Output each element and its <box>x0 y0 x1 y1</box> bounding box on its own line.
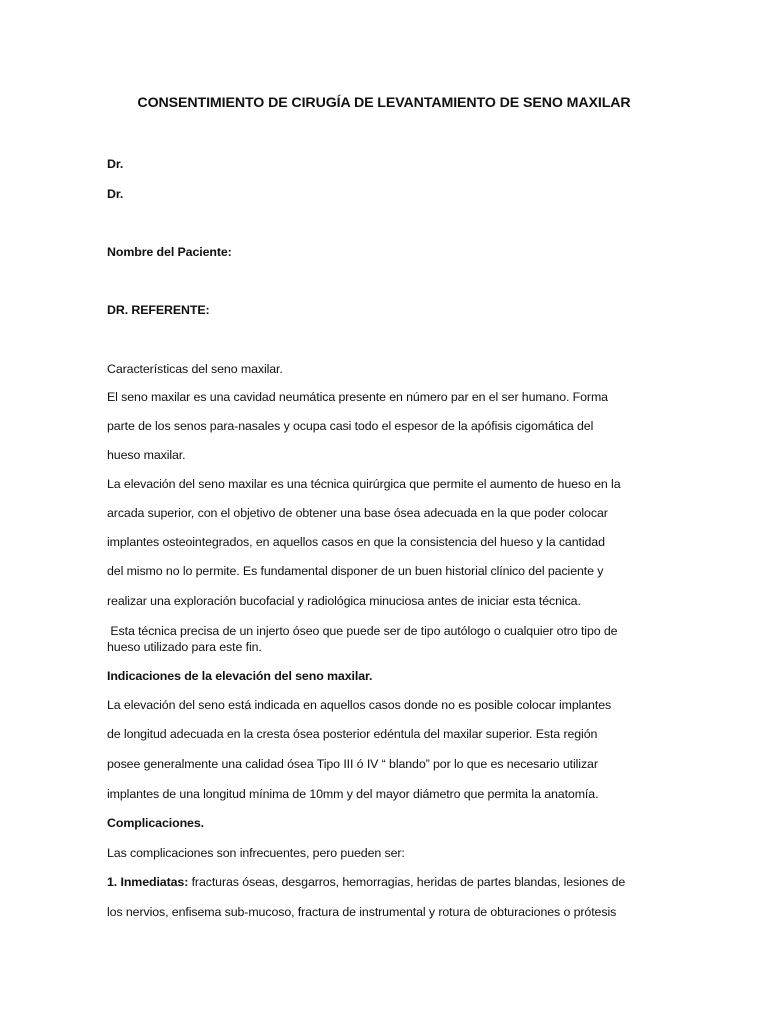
paragraph-line: El seno maxilar es una cavidad neumática presente en número par en el ser humano. Forma <box>107 390 608 404</box>
paragraph-line: arcada superior, con el objetivo de obtener una base ósea adecuada en la que poder colocar <box>107 506 608 520</box>
paragraph-line: de longitud adecuada en la cresta ósea posterior edéntula del maxilar superior. Esta región <box>107 727 598 741</box>
section-heading-indications: Indicaciones de la elevación del seno maxilar. <box>107 669 373 683</box>
doctor-line-2: Dr. <box>107 187 124 201</box>
section-heading-complications: Complicaciones. <box>107 816 204 830</box>
paragraph-line: La elevación del seno está indicada en aquellos casos donde no es posible colocar implantes <box>107 698 612 712</box>
immediate-text: fracturas óseas, desgarros, hemorragias, heridas de partes blandas, lesiones de <box>188 875 626 889</box>
paragraph-line: del mismo no lo permite. Es fundamental disponer de un buen historial clínico del paciente y <box>107 564 604 578</box>
paragraph-line: Las complicaciones son infrecuentes, pero pueden ser: <box>107 846 405 860</box>
document-title: CONSENTIMIENTO DE CIRUGÍA DE LEVANTAMIENTO DE SENO MAXILAR <box>137 95 631 111</box>
paragraph-line: Esta técnica precisa de un injerto óseo que puede ser de tipo autólogo o cualquier otro tipo de <box>107 624 618 638</box>
referring-doctor-label: DR. REFERENTE: <box>107 303 210 317</box>
paragraph-line-immediate <box>107 874 625 890</box>
paragraph-line: parte de los senos para-nasales y ocupa casi todo el espesor de la apófisis cigomática del <box>107 419 594 433</box>
paragraph-line: La elevación del seno maxilar es una técnica quirúrgica que permite el aumento de hueso en la <box>107 477 621 491</box>
paragraph-line: hueso maxilar. <box>107 448 186 462</box>
paragraph-line: implantes osteointegrados, en aquellos casos en que la consistencia del hueso y la cantidad <box>107 535 605 549</box>
section-heading-characteristics: Características del seno maxilar. <box>107 362 283 376</box>
paragraph-line: hueso utilizado para este fin. <box>107 640 262 654</box>
doctor-line-1: Dr. <box>107 157 124 171</box>
paragraph-line: posee generalmente una calidad ósea Tipo III ó IV “ blando” por lo que es necesario utilizar <box>107 757 598 771</box>
immediate-label: 1. Inmediatas: <box>107 875 189 889</box>
paragraph-line: realizar una exploración bucofacial y radiológica minuciosa antes de iniciar esta técnica. <box>107 594 581 608</box>
paragraph-line: los nervios, enfisema sub-mucoso, fractura de instrumental y rotura de obturaciones o prótesis <box>107 905 617 919</box>
patient-name-label: Nombre del Paciente: <box>107 245 232 259</box>
paragraph-line: implantes de una longitud mínima de 10mm y del mayor diámetro que permita la anatomía. <box>107 787 599 801</box>
